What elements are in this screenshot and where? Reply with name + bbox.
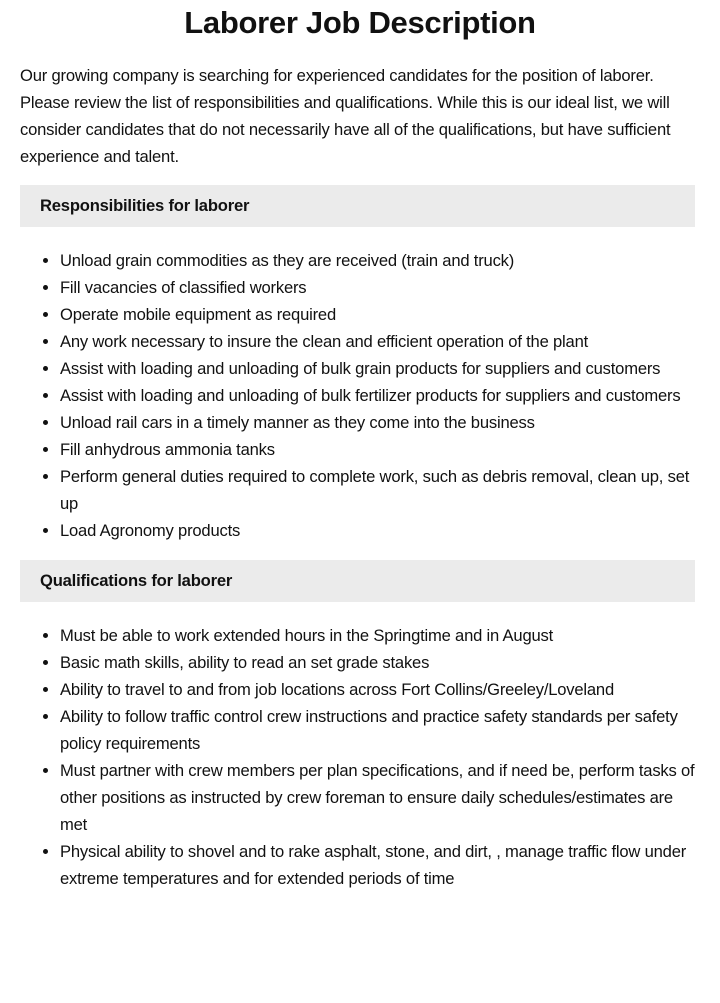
- qualifications-list: [20, 622, 695, 892]
- list-item: • Fill vacancies of classified workers: [60, 274, 695, 301]
- list-item: • Unload grain commodities as they are received (train and truck): [60, 247, 695, 274]
- list-item: • Ability to follow traffic control crew instructions and practice safety standards per safety policy requirements: [60, 703, 695, 757]
- responsibilities-heading: Responsibilities for laborer: [20, 185, 695, 227]
- list-item: • Load Agronomy products: [60, 517, 695, 544]
- list-item: • Any work necessary to insure the clean and efficient operation of the plant: [60, 328, 695, 355]
- responsibilities-list: [20, 247, 695, 544]
- list-item: • Fill anhydrous ammonia tanks: [60, 436, 695, 463]
- list-item: • Physical ability to shovel and to rake asphalt, stone, and dirt, , manage traffic flow under extreme temperatures and for extended periods of time: [60, 838, 695, 892]
- page-title: Laborer Job Description: [184, 5, 536, 40]
- list-item: • Must partner with crew members per plan specifications, and if need be, perform tasks of other positions as instructed by crew foreman to ensure daily schedules/estimates are met: [60, 757, 695, 838]
- intro-paragraph: Our growing company is searching for experienced candidates for the position of laborer. Please review the list of responsibilities and qualifications. While this is our ideal list, we will consider candidates that do not necessarily have all of the qualifications, but have sufficient experience and talent.: [20, 66, 671, 166]
- list-item: • Ability to travel to and from job locations across Fort Collins/Greeley/Loveland: [60, 676, 695, 703]
- qualifications-heading: Qualifications for laborer: [20, 560, 695, 602]
- list-item: • Assist with loading and unloading of bulk fertilizer products for suppliers and customers: [60, 382, 695, 409]
- list-item: • Operate mobile equipment as required: [60, 301, 695, 328]
- list-item: • Basic math skills, ability to read an set grade stakes: [60, 649, 695, 676]
- list-item: • Perform general duties required to complete work, such as debris removal, clean up, set up: [60, 463, 695, 517]
- list-item: • Assist with loading and unloading of bulk grain products for suppliers and customers: [60, 355, 695, 382]
- list-item: • Unload rail cars in a timely manner as they come into the business: [60, 409, 695, 436]
- list-item: • Must be able to work extended hours in the Springtime and in August: [60, 622, 695, 649]
